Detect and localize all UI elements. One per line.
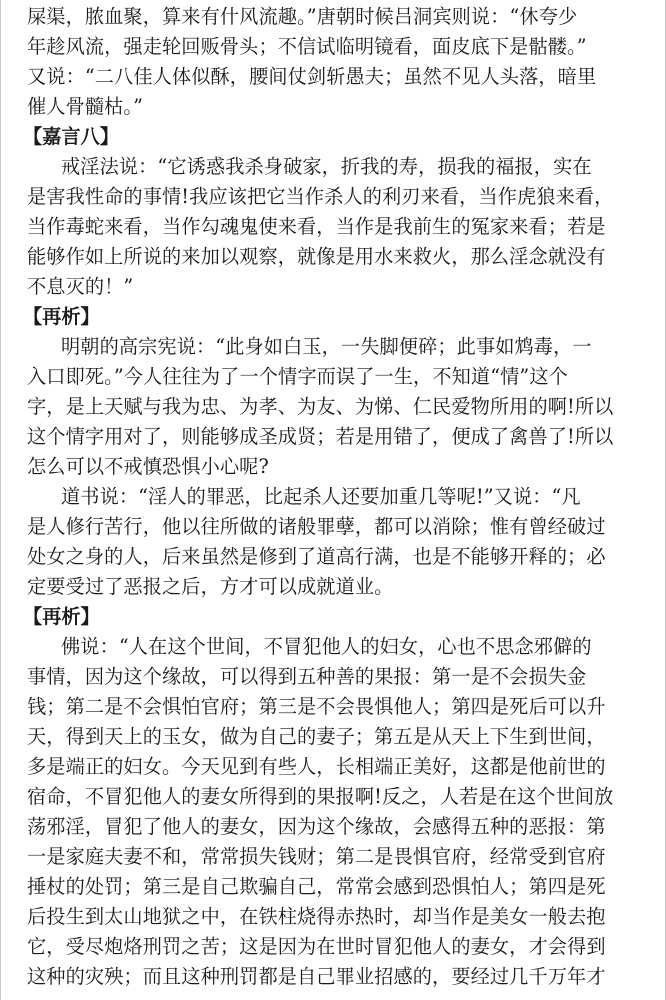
text-line: 能够作如上所说的来加以观察，就像是用水来救火，那么淫念就没有	[27, 245, 606, 268]
text-line: 年趁风流，强走轮回贩骨头；不信试临明镜看，面皮底下是骷髅。”	[27, 35, 587, 58]
section-heading-zaixi-1: 【再析】	[23, 305, 100, 328]
text-line: 处女之身的人，后来虽然是修到了道高行满，也是不能够开释的；必	[27, 545, 606, 568]
text-line: 字，是上天赋与我为忠、为孝、为友、为悌、仁民爱物所用的啊!所以	[27, 395, 614, 418]
section-heading-zaixi-2: 【再析】	[23, 605, 100, 628]
section-heading-jiayan-8: 【嘉言八】	[23, 125, 119, 148]
text-line: 它，受尽炮烙刑罚之苦；这是因为在世时冒犯他人的妻女，才会得到	[27, 935, 606, 958]
paragraph-daoshu	[27, 482, 647, 602]
text-line: 是害我性命的事情!我应该把它当作杀人的利刃来看，当作虎狼来看，	[27, 185, 614, 208]
text-line: 事情，因为这个缘故，可以得到五种善的果报：第一是不会损失金	[27, 665, 587, 688]
text-line: 多是端正的妇女。今天见到有些人，长相端正美好，这都是他前世的	[27, 755, 606, 778]
paragraph-gao-zongxian	[27, 332, 647, 482]
page-text	[23, 2, 647, 992]
text-line: 是人修行苦行，他以往所做的诸般罪孽，都可以消除；惟有曾经破过	[27, 515, 606, 538]
text-line: 佛说：“人在这个世间，不冒犯他人的妇女，心也不思念邪僻的	[61, 635, 592, 658]
text-line: 怎么可以不戒慎恐惧小心呢?	[27, 455, 269, 478]
text-line: 道书说：“淫人的罪恶，比起杀人还要加重几等呢!”又说：“凡	[61, 485, 581, 508]
text-line: 戒淫法说：“它诱惑我杀身破家，折我的寿，损我的福报，实在	[61, 155, 592, 178]
text-line: 捶杖的处罚；第三是自己欺骗自己，常常会感到恐惧怕人；第四是死	[27, 875, 606, 898]
text-line: 明朝的高宗宪说：“此身如白玉，一失脚便碎；此事如鸩毒，一	[61, 335, 592, 358]
text-line: 不息灭的！”	[27, 275, 134, 298]
text-line: 这个情字用对了，则能够成圣成贤；若是用错了，便成了禽兽了!所以	[27, 425, 614, 448]
text-line: 定要受过了恶报之后，方才可以成就道业。	[27, 575, 394, 598]
text-line: 又说：“二八佳人体似酥，腰间仗剑斩愚夫；虽然不见人头落，暗里	[27, 65, 597, 88]
text-line: 催人骨髓枯。”	[27, 95, 144, 118]
text-line: 当作毒蛇来看，当作勾魂鬼使来看，当作是我前生的冤家来看；若是	[27, 215, 606, 238]
text-line: 一是家庭夫妻不和，常常损失钱财；第二是畏惧官府，经常受到官府	[27, 845, 606, 868]
text-line: 天，得到天上的玉女，做为自己的妻子；第五是从天上下生到世间，	[27, 725, 606, 748]
paragraph-lu-dongbin	[27, 2, 647, 122]
paragraph-jieyin-fa	[27, 152, 647, 302]
text-line: 钱；第二是不会惧怕官府；第三是不会畏惧他人；第四是死后可以升	[27, 695, 606, 718]
paragraph-fo-shuo	[27, 632, 647, 992]
text-line: 荡邪淫，冒犯了他人的妻女，因为这个缘故，会感得五种的恶报：第	[27, 815, 606, 838]
text-line: 这种的灾殃；而且这种刑罚都是自己罪业招感的，要经过几千万年才	[27, 965, 606, 988]
text-line: 后投生到太山地狱之中，在铁柱烧得赤热时，却当作是美女一般去抱	[27, 905, 606, 928]
text-line: 宿命，不冒犯他人的妻女所得到的果报啊!反之，人若是在这个世间放	[27, 785, 614, 808]
text-line: 屎渠，脓血聚，算来有什风流趣。”唐朝时候吕洞宾则说：“休夸少	[27, 5, 578, 28]
text-line: 入口即死。”今人往往为了一个情字而误了一生，不知道“情”这个	[27, 365, 568, 388]
